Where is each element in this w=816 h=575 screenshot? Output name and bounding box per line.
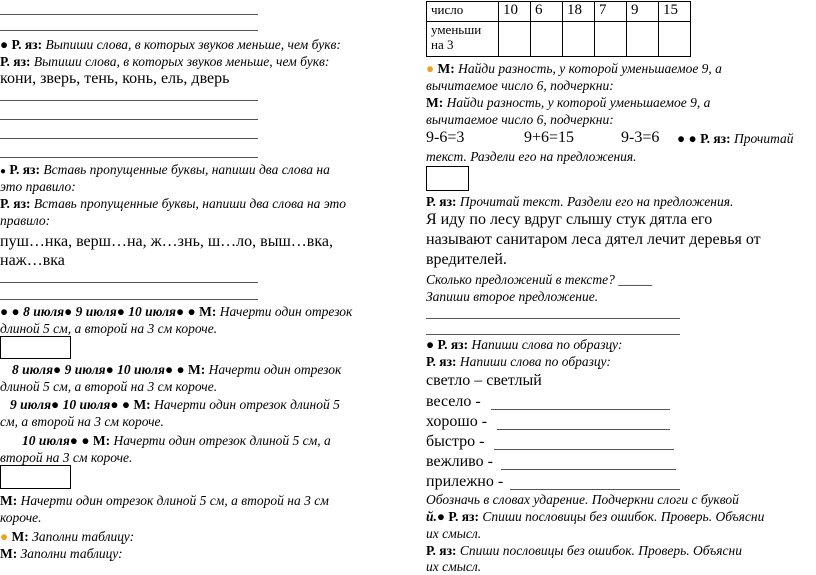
answer-line	[0, 157, 258, 158]
task-text: Обозначь в словах ударение. Подчеркни слоги с буквой	[426, 492, 739, 507]
bullet-icon: ●	[436, 509, 446, 524]
word-prompt: хорошо -	[426, 413, 488, 430]
answer-line	[0, 14, 258, 15]
date-label: 10 июля	[117, 362, 165, 377]
task-text: текст. Раздели его на предложения.	[426, 149, 637, 164]
story-text: Я иду по лесу вдруг слышу стук дятла его	[426, 211, 713, 228]
answer-line	[510, 489, 680, 490]
word-prompt: быстро -	[426, 433, 485, 450]
drawing-box	[0, 336, 71, 359]
subject-label: Р. яз:	[9, 162, 40, 177]
example-pair: светло – светлый	[426, 372, 542, 389]
task1-repeat	[0, 53, 329, 70]
letter-label: й.	[426, 509, 437, 524]
answer-line	[501, 469, 676, 470]
table-cell	[563, 22, 595, 57]
answer-line	[491, 409, 670, 410]
table-cell	[499, 22, 531, 57]
task-text: правило:	[0, 213, 51, 228]
answer-line	[0, 100, 258, 101]
subject-label: Р. яз:	[448, 509, 479, 524]
table-cell	[627, 22, 659, 57]
math-task-c	[10, 396, 340, 413]
subject-label: Р. яз:	[700, 131, 731, 146]
table-cell: 9	[627, 2, 659, 22]
bullet-icon: ●	[116, 304, 125, 319]
task-text: это правило:	[0, 179, 76, 194]
task-text: Заполни таблицу:	[20, 546, 123, 561]
answer-line	[497, 429, 670, 430]
word-prompt: прилежно -	[426, 473, 504, 490]
subject-label: М:	[11, 529, 29, 544]
task-text: Вставь пропущенные буквы, напиши два слова на это	[33, 196, 347, 211]
task-text: Напиши слова по образцу:	[471, 337, 623, 352]
task-text: Выпиши слова, в которых звуков меньше, чем букв:	[33, 54, 330, 69]
bullet-icon: ●	[69, 433, 78, 448]
row-label: уменьши на 3	[427, 22, 499, 57]
word-list: пуш…нка, верш…на, ж…знь, ш…ло, выш…вка,	[0, 233, 333, 250]
subject-label: Р. яз:	[11, 37, 43, 52]
bullet-icon: ●	[51, 397, 60, 412]
date-label: 10 июля	[22, 433, 70, 448]
table-row	[427, 2, 691, 22]
bullet-icon: ●	[426, 337, 435, 352]
subject-label: М:	[188, 362, 206, 377]
task-text: Прочитай текст. Раздели его на предложения.	[459, 194, 734, 209]
bullet-icon: ●	[0, 304, 9, 319]
bullet-icon: ●	[64, 304, 73, 319]
proverb-task-heading	[426, 508, 764, 525]
subject-label: Р. яз:	[426, 354, 457, 369]
pattern-task-heading	[426, 336, 622, 353]
task-text: Заполни таблицу:	[32, 529, 135, 544]
proverb-task-repeat	[426, 542, 742, 559]
bullet-icon: ●	[164, 362, 174, 377]
answer-line	[0, 119, 258, 120]
task-text: длиной 5 см, а второй на 3 см короче.	[0, 379, 218, 394]
bullet-icon: ●	[110, 397, 119, 412]
story-text: называют санитаром леса дятел лечит деревья от	[426, 231, 761, 248]
pattern-task-repeat	[426, 353, 611, 370]
task-text: Начерти один отрезок	[208, 362, 342, 377]
task-text: Начерти один отрезок длиной 5 см, а второй на 3 см	[20, 493, 329, 508]
word-list: наж…вка	[0, 252, 65, 269]
date-label: 8 июля	[23, 304, 65, 319]
date-label: 8 июля	[12, 362, 54, 377]
bullet-icon: ●	[677, 131, 686, 146]
bullet-icon: ●	[0, 529, 9, 544]
answer-line	[0, 299, 258, 300]
task-text: Спиши пословицы без ошибок. Проверь. Объясни	[482, 509, 765, 524]
bullet-icon: ●	[121, 397, 131, 412]
subject-label: Р. яз:	[426, 543, 457, 558]
table-task-heading	[0, 528, 134, 545]
answer-line	[0, 282, 258, 283]
task-text: вычитаемое число 6, подчеркни:	[426, 112, 614, 127]
subject-label: М:	[0, 546, 18, 561]
bullet-icon: ●	[426, 61, 435, 76]
equation: 9-3=6	[621, 129, 660, 146]
date-label: 10 июля	[62, 397, 111, 412]
read-task-repeat	[426, 193, 733, 210]
task-text: Начерти один отрезок длиной 5 см, а	[113, 433, 331, 448]
bullet-icon: ●	[176, 304, 185, 319]
answer-line	[494, 449, 674, 450]
subject-label: Р. яз:	[437, 337, 469, 352]
task-text: Найди разность, у которой уменьшаемое 9, а	[446, 95, 711, 110]
answer-box	[426, 166, 469, 191]
bullet-icon: ●	[187, 304, 196, 319]
diff-task-repeat	[426, 94, 710, 111]
table-cell: 18	[563, 2, 595, 22]
math-task-b	[12, 361, 341, 378]
task-text: их смысл.	[426, 526, 482, 541]
task-text: Прочитай	[733, 131, 794, 146]
subject-label: М:	[426, 95, 444, 110]
story-text: вредителей.	[426, 251, 507, 268]
table-cell: 6	[531, 2, 563, 22]
subject-label: М:	[133, 397, 151, 412]
table-row	[427, 22, 691, 57]
table-task-repeat	[0, 545, 123, 562]
task-text: их смысл.	[426, 559, 482, 574]
task-text: Напиши слова по образцу:	[459, 354, 611, 369]
date-label: 9 июля	[10, 397, 52, 412]
task1-heading	[0, 36, 341, 53]
subject-label: Р. яз:	[426, 194, 457, 209]
task-text: Вставь пропущенные буквы, напиши два слова на	[43, 162, 330, 177]
subject-label: Р. яз:	[0, 196, 31, 211]
date-label: 10 июля	[128, 304, 177, 319]
subject-label: М:	[199, 304, 217, 319]
task-text: Выпиши слова, в которых звуков меньше, чем букв:	[45, 37, 341, 52]
answer-line	[426, 318, 680, 319]
table-cell	[595, 22, 627, 57]
math-task-e	[0, 492, 329, 509]
task-text: второй на 3 см короче.	[0, 450, 133, 465]
drawing-box	[0, 465, 71, 489]
bullet-icon: ●	[0, 166, 7, 177]
read-task-heading	[677, 130, 794, 147]
table-cell: 7	[595, 2, 627, 22]
equation: 9+6=15	[524, 129, 575, 146]
diff-task-heading	[426, 60, 722, 77]
table-cell: 10	[499, 2, 531, 22]
table-cell	[531, 22, 563, 57]
row-label: число	[427, 2, 499, 22]
task-text: Найди разность, у которой уменьшаемое 9, а	[458, 61, 722, 76]
task-text: см, а второй на 3 см короче.	[0, 414, 164, 429]
answer-line	[0, 30, 258, 31]
table-cell	[659, 22, 691, 57]
bullet-icon: ●	[176, 362, 185, 377]
task-text: Начерти один отрезок	[219, 304, 353, 319]
question-text: Сколько предложений в тексте? _____	[426, 272, 652, 287]
number-table	[426, 1, 691, 57]
word-prompt: вежливо -	[426, 453, 493, 470]
bullet-icon: ●	[53, 362, 62, 377]
subject-label: Р. яз:	[0, 54, 31, 69]
word-list: кони, зверь, тень, конь, ель, дверь	[0, 70, 230, 87]
task-text: вычитаемое число 6, подчеркни:	[426, 78, 614, 93]
subject-label: М:	[437, 61, 455, 76]
table-cell: 15	[659, 2, 691, 22]
bullet-icon: ●	[688, 131, 697, 146]
task-text: короче.	[0, 510, 42, 525]
task-text: Спиши пословицы без ошибок. Проверь. Объясни	[459, 543, 742, 558]
answer-line	[426, 334, 680, 335]
word-prompt: весело -	[426, 393, 481, 410]
subject-label: М:	[0, 493, 18, 508]
subject-label: М:	[92, 433, 111, 448]
date-label: 9 июля	[75, 304, 117, 319]
question-text: Запиши второе предложение.	[426, 289, 599, 304]
task-text: Начерти один отрезок длиной 5	[154, 397, 340, 412]
bullet-icon: ●	[105, 362, 114, 377]
equation: 9-6=3	[426, 129, 465, 146]
task2-repeat	[0, 195, 346, 212]
date-label: 9 июля	[64, 362, 106, 377]
bullet-icon: ●	[81, 433, 90, 448]
bullet-icon: ●	[0, 37, 9, 52]
task-text: длиной 5 см, а второй на 3 см короче.	[0, 321, 218, 336]
math-task-d	[22, 432, 331, 449]
math-task-a	[0, 303, 352, 320]
answer-line	[0, 138, 258, 139]
bullet-icon: ●	[11, 304, 20, 319]
